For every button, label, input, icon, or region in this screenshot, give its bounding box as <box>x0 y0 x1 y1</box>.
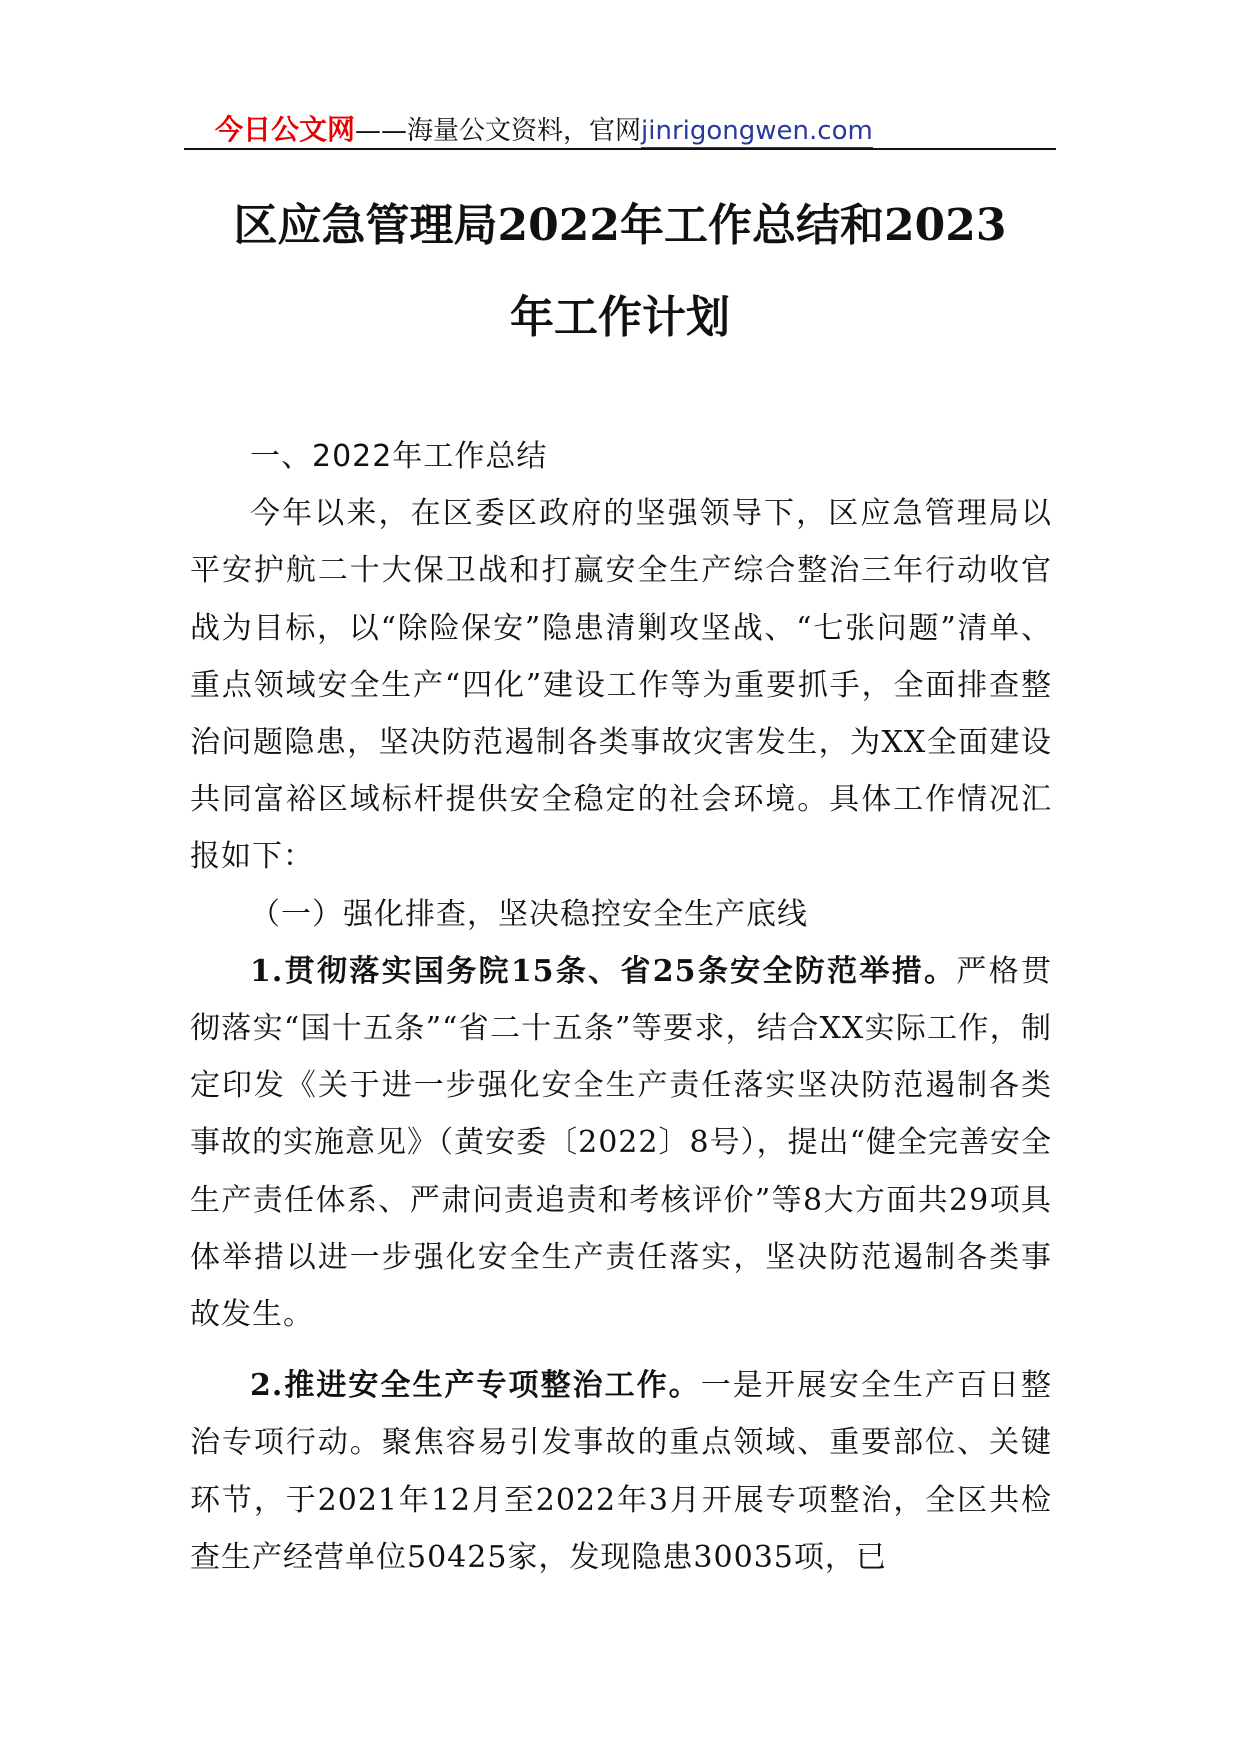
subsection-heading: （一）强化排查，坚决稳控安全生产底线 <box>250 896 808 932</box>
title-line-2: 年工作计划 <box>510 292 730 343</box>
section-heading: 一、2022年工作总结 <box>250 439 548 474</box>
header-divider <box>184 148 1056 150</box>
title-line-1: 区应急管理局2022年工作总结和2023 <box>233 200 1007 251</box>
item-2-text: 一是开展安全生产百日整治专项行动。聚焦容易引发事故的重点领域、重要部位、关键环节，于2021年12月至2022年3月开展专项整治，全区共检查生产经营单位50425家，发现隐患30035项，已 <box>190 1368 1052 1575</box>
site-link[interactable]: jinrigongwen.com <box>641 116 873 149</box>
item-2-lead: 2.推进安全生产专项整治工作。 <box>250 1368 701 1404</box>
site-header <box>215 108 873 144</box>
brand-logo-text[interactable]: 今日公文网 <box>215 113 356 146</box>
item-1-lead: 1.贯彻落实国务院15条、省25条安全防范举措。 <box>250 953 957 989</box>
document-title <box>184 180 1056 364</box>
intro-paragraph: 今年以来，在区委区政府的坚强领导下，区应急管理局以平安护航二十大保卫战和打赢安全生产综合整治三年行动收官战为目标，以“除险保安”隐患清剿攻坚战、“七张问题”清单、重点领域安全生产“四化”建设工作等为重要抓手，全面排查整治问题隐患，坚决防范遏制各类事故灾害发生，为XX全面建设共同富裕区域标杆提供安全稳定的社会环境。具体工作情况汇报如下： <box>190 496 1052 875</box>
item-2-paragraph <box>190 1357 1052 1586</box>
document-body <box>190 428 1052 1586</box>
header-tagline: ——海量公文资料，官网 <box>355 116 642 146</box>
item-1-paragraph <box>190 943 1052 1343</box>
item-1-text: 严格贯彻落实“国十五条”“省二十五条”等要求，结合XX实际工作，制定印发《关于进一步强化安全生产责任落实坚决防范遏制各类事故的实施意见》（黄安委〔2022〕8号），提出“健全完善安全生产责任体系、严肃问责追责和考核评价”等8大方面共29项具体举措以进一步强化安全生产责任落实，坚决防范遏制各类事故发生。 <box>190 953 1052 1333</box>
